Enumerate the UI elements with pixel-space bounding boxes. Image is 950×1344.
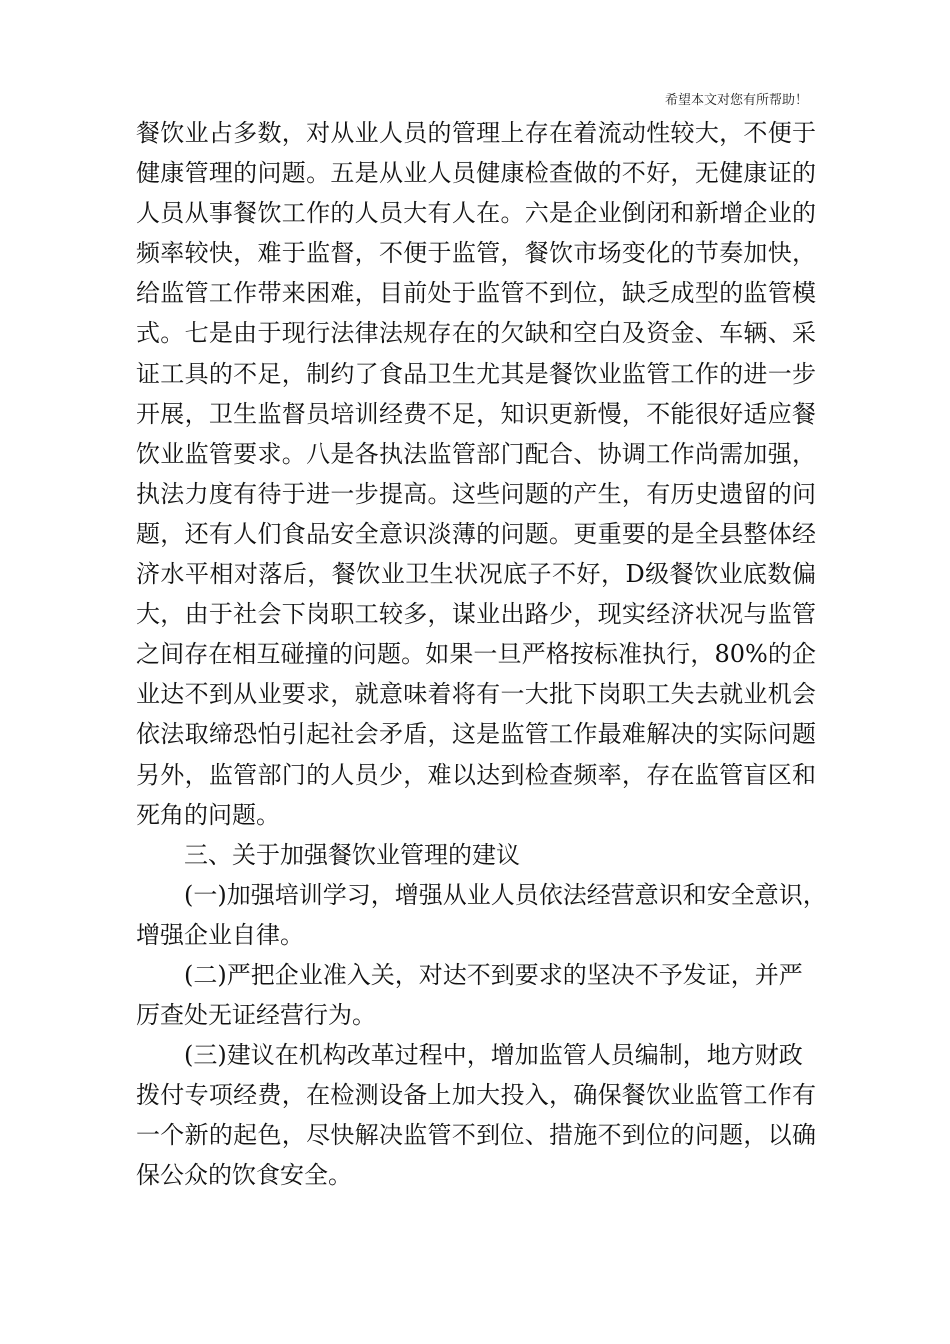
text-line: 拨付专项经费，在检测设备上加大投入，确保餐饮业监管工作有	[136, 1081, 816, 1110]
text-line: 执法力度有待于进一步提高。这些问题的产生，有历史遗留的问	[136, 479, 816, 508]
text-line: 人员从事餐饮工作的人员大有人在。六是企业倒闭和新增企业的	[136, 199, 816, 228]
text-line: 厉查处无证经营行为。	[136, 1001, 376, 1030]
text-line: 之间存在相互碰撞的问题。如果一旦严格按标准执行，80%的企	[136, 640, 816, 669]
text-line: 一个新的起色，尽快解决监管不到位、措施不到位的问题，以确	[136, 1121, 816, 1150]
text-line: 死角的问题。	[136, 800, 280, 829]
text-line: 济水平相对落后，餐饮业卫生状况底子不好，D级餐饮业底数偏	[136, 560, 816, 589]
text-line: (一)加强培训学习，增强从业人员依法经营意识和安全意识，	[184, 880, 827, 909]
text-line: (三)建议在机构改革过程中，增加监管人员编制，地方财政	[184, 1041, 803, 1070]
text-line: 频率较快，难于监督，不便于监管，餐饮市场变化的节奏加快，	[136, 239, 816, 268]
text-line: 题，还有人们食品安全意识淡薄的问题。更重要的是全县整体经	[136, 519, 816, 548]
text-line: 餐饮业占多数，对从业人员的管理上存在着流动性较大，不便于	[136, 119, 816, 147]
text-line: 依法取缔恐怕引起社会矛盾，这是监管工作最难解决的实际问题	[136, 720, 816, 749]
text-line: 保公众的饮食安全。	[136, 1161, 352, 1190]
text-line: 证工具的不足，制约了食品卫生尤其是餐饮业监管工作的进一步	[136, 359, 816, 388]
text-line: 大，由于社会下岗职工较多，谋业出路少，现实经济状况与监管	[136, 600, 816, 629]
text-line: 饮业监管要求。八是各执法监管部门配合、协调工作尚需加强，	[136, 439, 816, 468]
text-line: 给监管工作带来困难，目前处于监管不到位，缺乏成型的监管模	[136, 279, 816, 308]
header-note: 希望本文对您有所帮助！	[664, 93, 808, 108]
text-line: 式。七是由于现行法律法规存在的欠缺和空白及资金、车辆、采	[136, 319, 816, 348]
text-line: 增强企业自律。	[136, 920, 304, 949]
text-line: 开展，卫生监督员培训经费不足，知识更新慢，不能很好适应餐	[136, 399, 816, 428]
text-line: 三、关于加强餐饮业管理的建议	[184, 840, 520, 869]
body-text	[136, 113, 827, 1196]
text-line: 健康管理的问题。五是从业人员健康检查做的不好，无健康证的	[136, 159, 816, 188]
text-line: 业达不到从业要求，就意味着将有一大批下岗职工失去就业机会	[136, 680, 816, 709]
text-line: 另外，监管部门的人员少，难以达到检查频率，存在监管盲区和	[136, 760, 816, 789]
text-line: (二)严把企业准入关，对达不到要求的坚决不予发证，并严	[184, 960, 803, 989]
